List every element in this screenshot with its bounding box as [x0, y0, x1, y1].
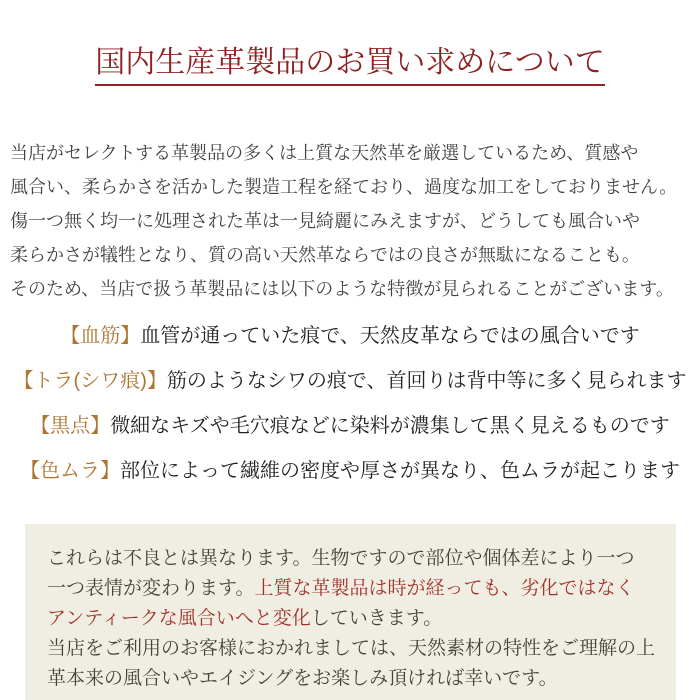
intro-line: 当店がセレクトする革製品の多くは上質な天然革を厳選しているため、質感や [10, 142, 639, 163]
feature-text: 微細なキズや毛穴痕などに染料が濃集して黒く見えるものです [110, 414, 670, 437]
feature-item-blood-vein [0, 314, 700, 359]
intro-line: 風合い、柔らかさを活かした製造工程を経ており、過度な加工をしておりません。 [10, 176, 678, 197]
feature-text: 部位によって繊維の密度や厚さが異なり、色ムラが起こります [120, 459, 680, 482]
feature-item-tora-wrinkle [0, 359, 700, 404]
feature-label: 【トラ(シワ痕)】 [13, 369, 167, 392]
notice-line: 革本来の風合いやエイジングをお楽しみ頂ければ幸いです。 [47, 667, 558, 689]
intro-paragraph [10, 136, 690, 306]
feature-item-color-unevenness [0, 449, 700, 494]
highlight-text: アンティークな風合いへと変化 [47, 607, 311, 629]
notice-line [47, 604, 664, 634]
feature-label: 【黒点】 [30, 414, 111, 437]
feature-label: 【血筋】 [60, 324, 141, 347]
feature-text: 筋のようなシワの痕で、首回りは背中等に多く見られます [166, 369, 687, 392]
notice-line [47, 574, 664, 604]
intro-line: 傷一つ無く均一に処理された革は一見綺麗にみえますが、どうしても風合いや [10, 210, 640, 231]
feature-item-black-spot [0, 404, 700, 449]
notice-line: 当店をご利用のお客様におかれましては、天然素材の特性をご理解の上 [47, 637, 656, 659]
notice-text: 一つ表情が変わります。 [47, 577, 255, 599]
notice-line: これらは不良とは異なります。生物ですので部位や個体差により一つ [47, 547, 635, 569]
page-title: 国内生産革製品のお買い求めについて [95, 46, 604, 86]
feature-text: 血管が通っていた痕で、天然皮革ならではの風合いです [140, 324, 640, 347]
notice-text: していきます。 [310, 607, 443, 629]
highlight-text: 上質な革製品は時が経っても、劣化ではなく [254, 577, 635, 599]
notice-box [25, 524, 676, 700]
feature-list [0, 314, 700, 494]
feature-label: 【色ムラ】 [20, 459, 120, 482]
title-section [0, 0, 700, 106]
intro-line: 柔らかさが犠牲となり、質の高い天然革ならではの良さが無駄になることも。 [10, 244, 640, 265]
intro-line: そのため、当店で扱う革製品には以下のような特徴が見られることがございます。 [10, 278, 674, 299]
